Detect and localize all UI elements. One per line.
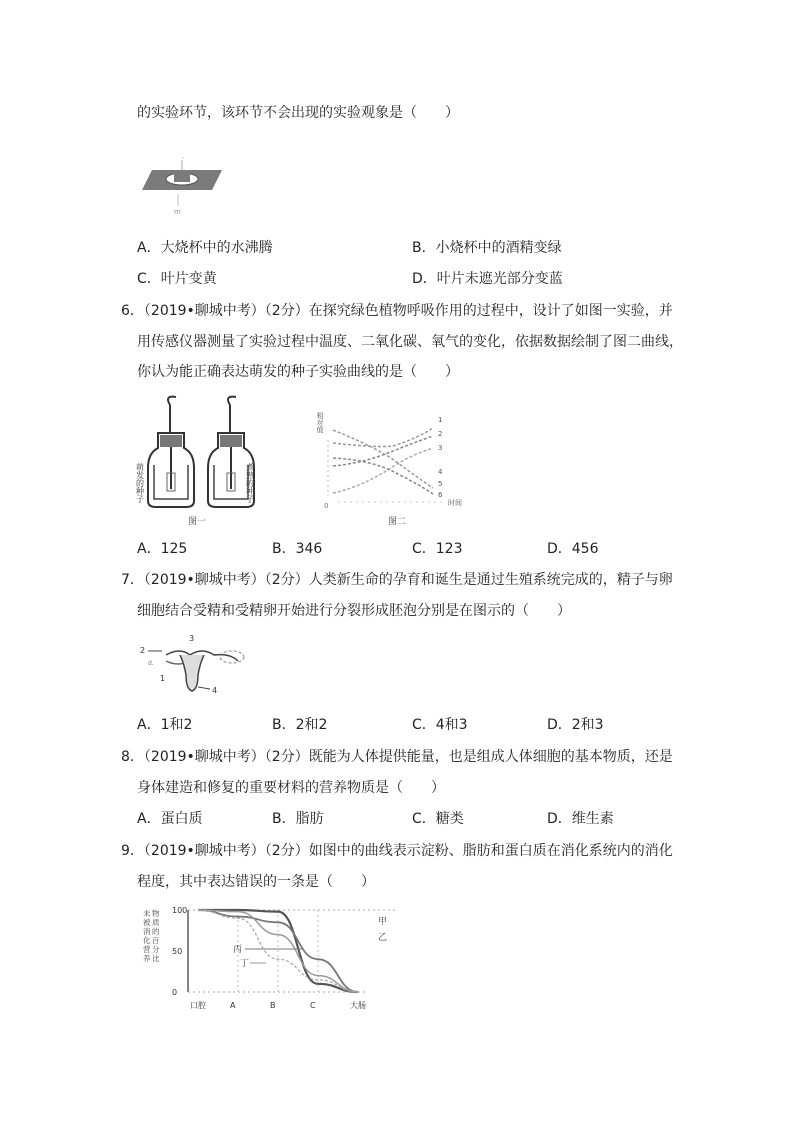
fig1-right-label: 煮熟的种子: [245, 463, 255, 503]
fig2-num-2: 2: [438, 430, 443, 438]
q8-stem-line1: 8．（2019•聊城中考）（2分）既能为人体提供能量，也是组成人体细胞的基本物质，还是: [121, 749, 673, 765]
q8-option-b[interactable]: B．脂肪: [272, 811, 324, 827]
q6-stem-line1: 6．（2019•聊城中考）（2分）在探究绿色植物呼吸作用的过程中，设计了如图一实验，并: [121, 303, 673, 319]
fig2-num-4: 4: [438, 468, 443, 476]
fig2-num-3: 3: [438, 444, 443, 452]
chart-series-label: 甲: [378, 917, 388, 927]
q5-option-a[interactable]: A．大烧杯中的水沸腾: [137, 240, 273, 256]
q7-option-c[interactable]: C．4和3: [412, 717, 468, 733]
q7-stem-line1: 7．（2019•聊城中考）（2分）人类新生命的孕育和诞生是通过生殖系统完成的，精子与卵: [121, 572, 673, 588]
fig1-caption: 图一: [188, 517, 207, 527]
q5-option-b[interactable]: B．小烧杯中的酒精变绿: [412, 240, 562, 256]
fig-label-4: 4: [212, 686, 218, 695]
q8-option-a[interactable]: A．蛋白质: [137, 811, 203, 827]
svg-text:m: m: [174, 208, 181, 216]
q6-figure-one: [135, 393, 270, 528]
chart-y-tick: 50: [172, 947, 183, 956]
q6-option-b[interactable]: B．346: [272, 541, 323, 557]
q5-leaf-figure: [140, 150, 230, 220]
chart-x-tick: C: [310, 1001, 316, 1010]
q6-stem-line3: 你认为能正确表达萌发的种子实验曲线的是（ ）: [137, 364, 459, 380]
fig-label-2: 2: [140, 646, 146, 655]
svg-text:。: 。: [182, 153, 189, 160]
q7-stem-line2: 细胞结合受精和受精卵开始进行分裂形成胚泡分别是在图示的（ ）: [137, 603, 571, 619]
q5-option-d[interactable]: D．叶片未遮光部分变蓝: [412, 271, 563, 287]
fig1-left-label: 萌发的种子: [135, 463, 145, 503]
q6-figure-two: [318, 408, 483, 528]
q7-option-d[interactable]: D．2和3: [547, 717, 604, 733]
q7-option-b[interactable]: B．2和2: [272, 717, 328, 733]
chart-series-label: 乙: [378, 933, 388, 943]
q6-option-c[interactable]: C．123: [412, 541, 463, 557]
chart-x-tick: A: [230, 1001, 236, 1010]
svg-text:0: 0: [324, 502, 329, 510]
q9-stem-line1: 9．（2019•聊城中考）（2分）如图中的曲线表示淀粉、脂肪和蛋白质在消化系统内的消化: [121, 843, 673, 859]
fig-label-3: 3: [189, 634, 195, 643]
fig2-num-5: 5: [438, 480, 443, 488]
fig2-xlabel: 时间: [448, 499, 462, 507]
svg-text:d.: d.: [148, 660, 154, 667]
q5-option-c[interactable]: C．叶片变黄: [137, 271, 217, 287]
chart-y-tick: 100: [172, 906, 188, 915]
fig2-num-6: 6: [438, 491, 443, 499]
q8-stem-line2: 身体建造和修复的重要材料的营养物质是（ ）: [137, 780, 445, 796]
chart-series-label: 丁: [240, 959, 250, 969]
fig-label-1: 1: [160, 674, 166, 683]
q9-digestion-chart: [140, 902, 410, 1017]
chart-y-tick: 0: [172, 988, 178, 997]
fig2-caption: 图二: [388, 517, 407, 527]
q8-option-c[interactable]: C．糖类: [412, 811, 464, 827]
q6-option-a[interactable]: A．125: [137, 541, 188, 557]
q9-stem-line2: 程度，其中表达错误的一条是（ ）: [137, 874, 375, 890]
q6-stem-line2: 用传感仪器测量了实验过程中温度、二氧化碳、氧气的变化，依据数据绘制了图二曲线，: [137, 334, 683, 350]
chart-x-tick: B: [270, 1001, 276, 1010]
fig2-num-1: 1: [438, 416, 443, 424]
chart-series-label: 丙: [233, 945, 243, 955]
q7-option-a[interactable]: A．1和2: [137, 717, 193, 733]
q6-option-d[interactable]: D．456: [547, 541, 599, 557]
q7-reproductive-figure: [140, 633, 250, 698]
chart-x-tick: 口腔: [190, 1001, 206, 1010]
fig2-ylabel: 相对值: [316, 412, 324, 433]
chart-x-tick: 大肠: [350, 1001, 366, 1010]
q8-option-d[interactable]: D．维生素: [547, 811, 614, 827]
q5-stem-tail: 的实验环节，该环节不会出现的实验观象是（ ）: [137, 105, 459, 121]
chart-ylabel: 未被消化营养物质的百分比: [143, 909, 160, 963]
